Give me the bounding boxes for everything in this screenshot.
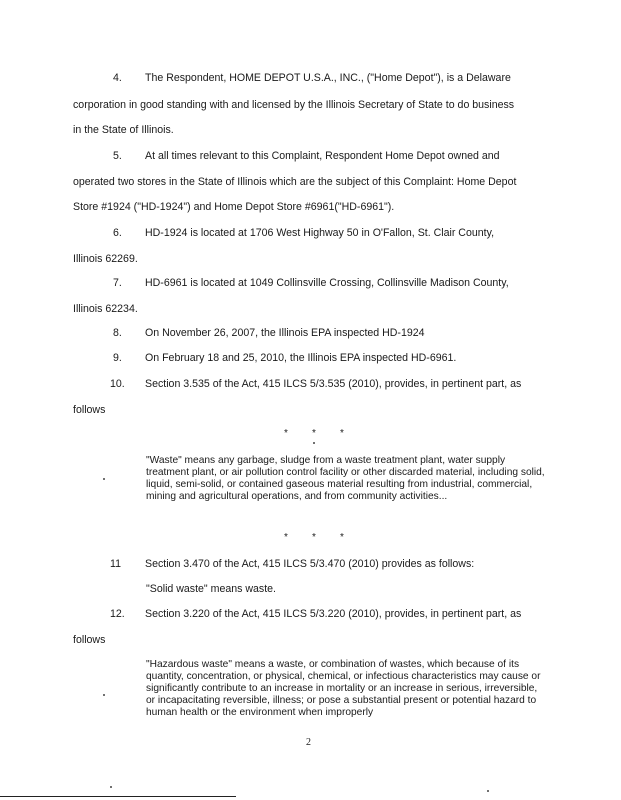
ellipsis-marks-top: * * * — [284, 428, 344, 439]
paragraph-11-line-1: Section 3.470 of the Act, 415 ILCS 5/3.470 (2010) provides as follows: — [145, 558, 475, 570]
scan-speck — [313, 442, 315, 444]
paragraph-8-line-1: On November 26, 2007, the Illinois EPA inspected HD-1924 — [145, 327, 425, 339]
ellipsis-marks-bottom: * * * — [284, 532, 344, 543]
scan-speck — [103, 478, 105, 480]
scan-speck — [487, 790, 489, 792]
paragraph-6-number: 6. — [113, 227, 122, 239]
paragraph-9-line-1: On February 18 and 25, 2010, the Illinois EPA inspected HD-6961. — [145, 352, 457, 364]
paragraph-6-line-1: HD-1924 is located at 1706 West Highway 50 in O'Fallon, St. Clair County, — [145, 227, 495, 239]
paragraph-7-line-2: Illinois 62234. — [73, 303, 138, 315]
paragraph-12-line-1: Section 3.220 of the Act, 415 ILCS 5/3.220 (2010), provides, in pertinent part, as — [145, 608, 522, 620]
page-number: 2 — [306, 737, 311, 748]
paragraph-10-number: 10. — [110, 378, 125, 390]
paragraph-7-line-1: HD-6961 is located at 1049 Collinsville Crossing, Collinsville Madison County, — [145, 277, 509, 289]
paragraph-5-line-1: At all times relevant to this Complaint, Respondent Home Depot owned and — [145, 150, 500, 162]
paragraph-8-number: 8. — [113, 327, 122, 339]
paragraph-4-line-2: corporation in good standing with and licensed by the Illinois Secretary of State to do business — [73, 99, 515, 111]
paragraph-4-line-1: The Respondent, HOME DEPOT U.S.A., INC., ("Home Depot"), is a Delaware — [145, 72, 511, 84]
hazardous-waste-definition-quote: "Hazardous waste" means a waste, or combination of wastes, which because of its quantity, concentration, or physical, chemical, or infectious characteristics may cause or significantly contribute to an increase in mortality or an increase in serious, irreversible, or incapacitating reversible, illness; or pose a substantial present or potential hazard to human health or the environment when improperly — [146, 659, 541, 718]
paragraph-10-line-2: follows — [73, 404, 106, 416]
paragraph-6-line-2: Illinois 62269. — [73, 253, 138, 265]
waste-definition-quote: "Waste" means any garbage, sludge from a waste treatment plant, water supply treatment plant, or air pollution control facility or other discarded material, including solid, liquid, semi-solid, or contained gaseous material resulting from industrial, commercial, mining and agricultural operations, and from community activities... — [146, 455, 545, 502]
paragraph-4-number: 4. — [113, 72, 122, 84]
footnote-separator-rule — [0, 796, 236, 797]
scan-speck — [110, 786, 112, 788]
paragraph-9-number: 9. — [113, 352, 122, 364]
paragraph-5-number: 5. — [113, 150, 122, 162]
paragraph-11-number: 11 — [110, 558, 121, 570]
paragraph-12-line-2: follows — [73, 634, 106, 646]
paragraph-12-number: 12. — [110, 608, 125, 620]
paragraph-4-line-3: in the State of Illinois. — [73, 124, 174, 136]
paragraph-5-line-3: Store #1924 ("HD-1924") and Home Depot Store #6961("HD-6961"). — [73, 201, 395, 213]
solid-waste-definition-quote: "Solid waste" means waste. — [146, 583, 276, 595]
scan-speck — [103, 694, 105, 696]
paragraph-10-line-1: Section 3.535 of the Act, 415 ILCS 5/3.535 (2010), provides, in pertinent part, as — [145, 378, 522, 390]
paragraph-7-number: 7. — [113, 277, 122, 289]
paragraph-5-line-2: operated two stores in the State of Illinois which are the subject of this Complaint: Home Depot — [73, 176, 517, 188]
